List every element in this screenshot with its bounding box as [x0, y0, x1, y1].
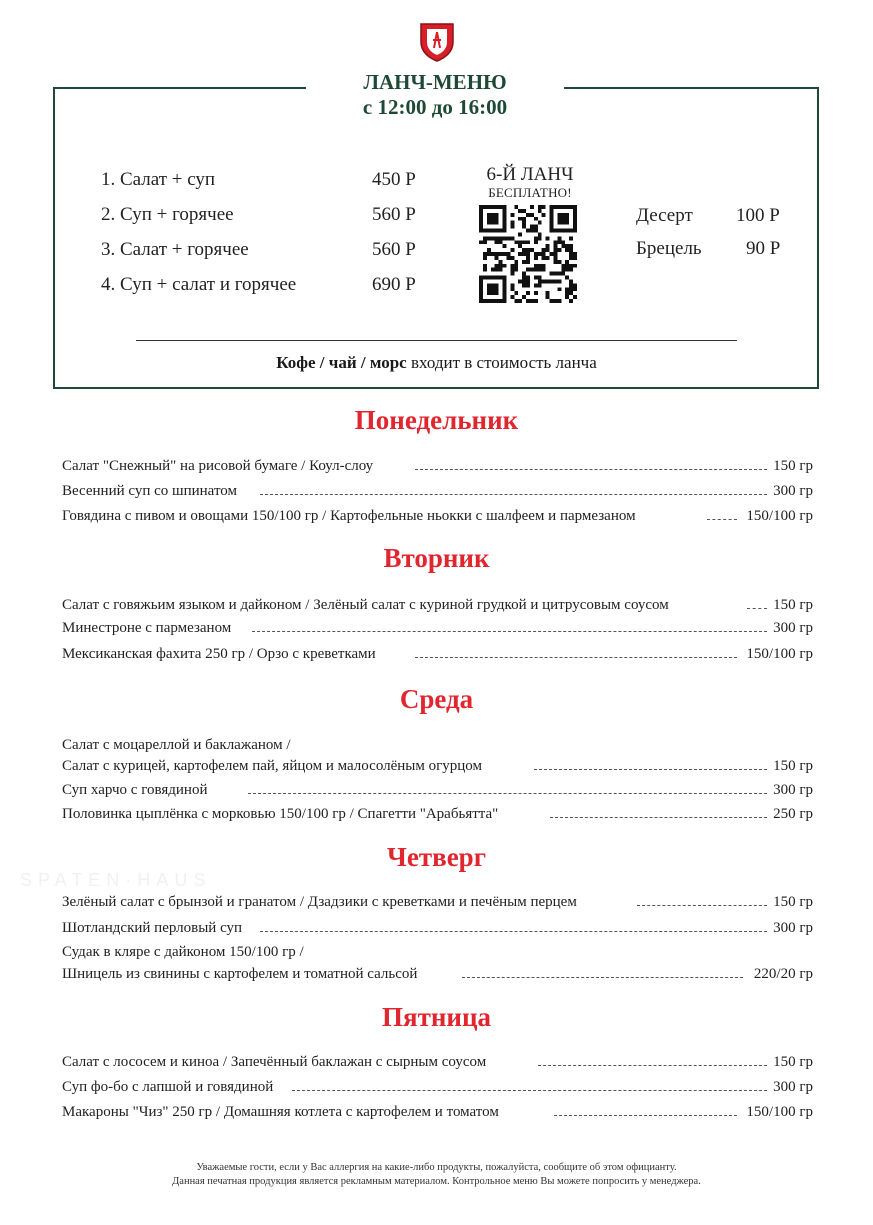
menu-item	[62, 804, 813, 824]
combo-price: 450 Р	[372, 169, 416, 190]
item-weight: 150 гр	[773, 894, 813, 910]
item-weight: 220/20 гр	[753, 966, 813, 982]
item-weight: 300 гр	[773, 620, 813, 636]
item-name: Салат с говяжьим языком и дайконом / Зелёный салат с куриной грудкой и цитрусовым соусом	[62, 597, 669, 613]
menu-item	[62, 456, 813, 476]
extra-label: Брецель	[636, 238, 702, 259]
item-name-line1: Салат с моцареллой и баклажаном /	[62, 737, 291, 753]
item-name: Весенний суп со шпинатом	[62, 483, 238, 499]
menu-item	[62, 780, 813, 800]
item-weight: 150/100 гр	[746, 646, 813, 662]
extra-price: 90 Р	[746, 238, 781, 259]
item-name: Салат "Снежный" на рисовой бумаге / Коул-слоу	[62, 458, 374, 474]
promo-block	[470, 165, 590, 201]
item-name: Говядина с пивом и овощами 150/100 гр / Картофельные ньокки с шалфеем и пармезаном	[62, 508, 636, 524]
lunch-hours: с 12:00 до 16:00	[362, 95, 508, 119]
item-weight: 150 гр	[773, 597, 813, 613]
day-heading: Вторник	[383, 543, 490, 573]
combo-label: 3. Салат + горячее	[101, 239, 249, 260]
combo-price: 560 Р	[372, 239, 416, 260]
qr-code[interactable]	[479, 205, 577, 303]
drinks-bold: Кофе / чай / морс	[276, 353, 407, 372]
item-name: Шницель из свинины с картофелем и томатной сальсой	[62, 966, 418, 982]
day-heading: Пятница	[381, 1002, 492, 1032]
menu-item	[62, 595, 813, 615]
item-name: Салат с лососем и киноа / Запечённый баклажан с сырным соусом	[62, 1054, 487, 1070]
advertising-note: Данная печатная продукция является рекламным материалом. Контрольное меню Вы можете попросить у менеджера.	[172, 1176, 701, 1187]
item-name: Салат с курицей, картофелем пай, яйцом и малосолёным огурцом	[62, 758, 482, 774]
menu-item	[62, 1102, 813, 1122]
menu-item	[62, 644, 813, 664]
item-weight: 150 гр	[773, 458, 813, 474]
item-weight: 300 гр	[773, 1079, 813, 1095]
item-weight: 150 гр	[773, 758, 813, 774]
day-heading: Понедельник	[354, 405, 519, 435]
combo-label: 1. Салат + суп	[101, 169, 216, 190]
combo-price: 560 Р	[372, 204, 416, 225]
lunch-menu-frame	[53, 87, 819, 389]
item-name: Суп фо-бо с лапшой и говядиной	[62, 1079, 274, 1095]
menu-item	[62, 756, 813, 776]
restaurant-logo	[419, 22, 455, 62]
drinks-rest: входит в стоимость ланча	[406, 353, 597, 372]
menu-item	[62, 918, 813, 938]
allergy-note: Уважаемые гости, если у Вас аллергия на какие-либо продукты, пожалуйста, сообщите об этом официанту.	[196, 1162, 677, 1173]
combo-price: 690 Р	[372, 274, 416, 295]
extra-label: Десерт	[636, 205, 693, 226]
day-heading: Среда	[399, 684, 474, 714]
item-name: Зелёный салат с брынзой и гранатом / Дзадзики с креветками и печёным перцем	[62, 894, 577, 910]
drinks-note	[136, 352, 737, 374]
item-weight: 150/100 гр	[746, 508, 813, 524]
item-weight: 150/100 гр	[746, 1104, 813, 1120]
item-name: Макароны "Чиз" 250 гр / Домашняя котлета с картофелем и томатом	[62, 1104, 499, 1120]
menu-item	[62, 1052, 813, 1072]
page-title: ЛАНЧ-МЕНЮ	[363, 70, 507, 94]
promo-line2: БЕСПЛАТНО!	[488, 185, 572, 200]
item-weight: 250 гр	[773, 806, 813, 822]
divider	[136, 340, 737, 341]
item-name: Суп харчо с говядиной	[62, 782, 208, 798]
combo-label: 2. Суп + горячее	[101, 204, 234, 225]
menu-item	[62, 481, 813, 501]
item-weight: 300 гр	[773, 782, 813, 798]
menu-item	[62, 618, 813, 638]
menu-item	[62, 892, 813, 912]
item-weight: 300 гр	[773, 483, 813, 499]
item-weight: 150 гр	[773, 1054, 813, 1070]
menu-item	[62, 1077, 813, 1097]
promo-line1: 6-Й ЛАНЧ	[486, 164, 574, 185]
combo-label: 4. Суп + салат и горячее	[101, 274, 297, 295]
item-name: Мексиканская фахита 250 гр / Орзо с креветками	[62, 646, 376, 662]
item-name: Половинка цыплёнка с морковью 150/100 гр / Спагетти "Арабьятта"	[62, 806, 499, 822]
item-name-line1: Судак в кляре с дайконом 150/100 гр /	[62, 944, 304, 960]
menu-item	[62, 506, 813, 526]
extra-price: 100 Р	[736, 205, 780, 226]
menu-item	[62, 964, 813, 984]
item-name: Шотландский перловый суп	[62, 920, 243, 936]
watermark: SPATEN·HAUS	[20, 870, 212, 890]
day-heading: Четверг	[387, 842, 486, 872]
item-weight: 300 гр	[773, 920, 813, 936]
item-name: Минестроне с пармезаном	[62, 620, 232, 636]
